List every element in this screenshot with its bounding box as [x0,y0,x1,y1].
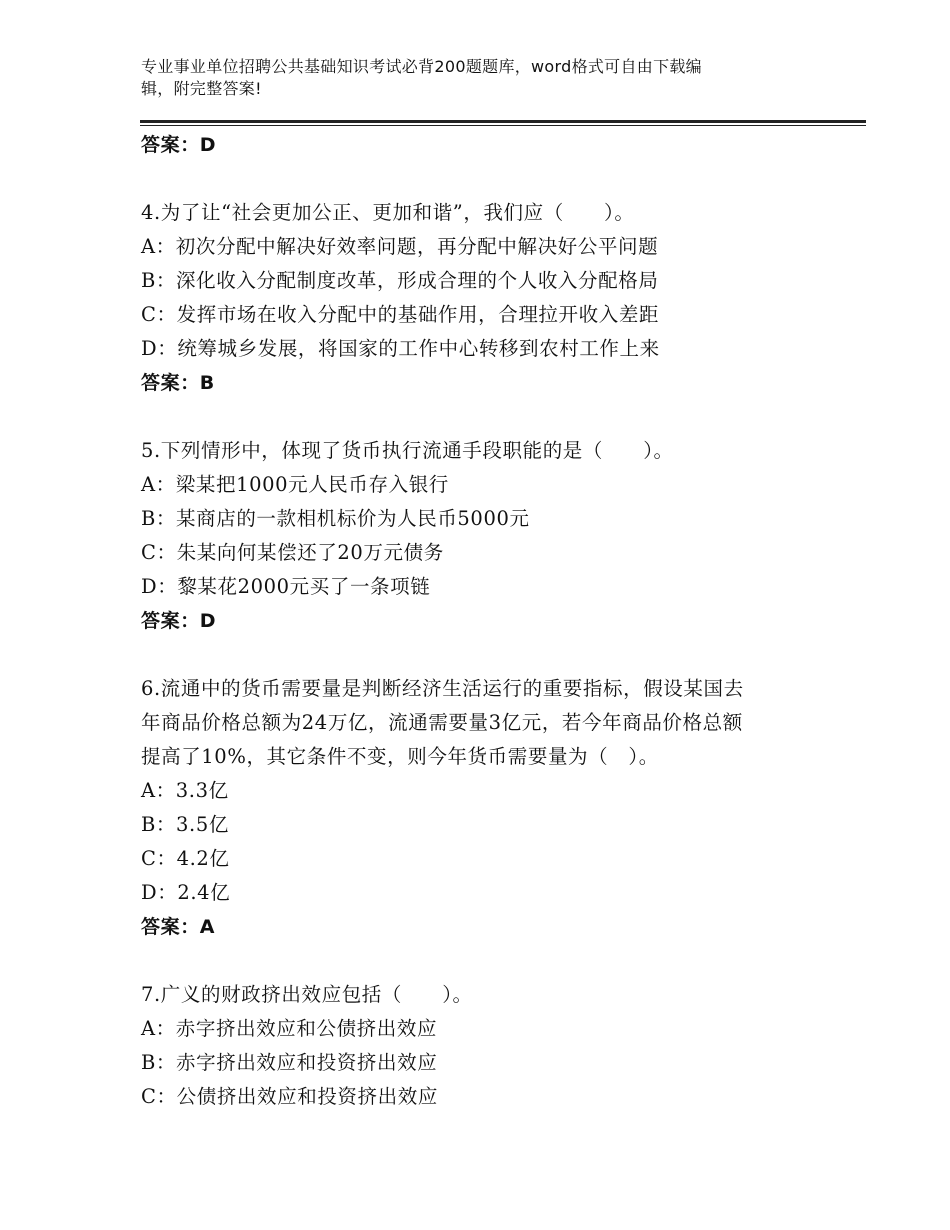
option-c: C：公债挤出效应和投资挤出效应 [141,1085,438,1108]
question-stem: 7.广义的财政挤出效应包括（ ）。 [141,983,473,1006]
question-stem-line-2: 年商品价格总额为24万亿，流通需要量3亿元，若今年商品价格总额 [141,711,743,734]
option-d: D：2.4亿 [141,881,231,904]
answer: 答案：B [141,372,215,394]
spacer [141,400,841,434]
question-stem: 5.下列情形中，体现了货币执行流通手段职能的是（ ）。 [141,439,674,462]
question-stem: 4.为了让“社会更加公正、更加和谐”，我们应（ ）。 [141,201,635,224]
option-b: B：3.5亿 [141,813,229,836]
header-rule-thin [140,125,866,126]
option-c: C：发挥市场在收入分配中的基础作用，合理拉开收入差距 [141,303,660,326]
option-d: D：统筹城乡发展，将国家的工作中心转移到农村工作上来 [141,337,660,360]
option-b: B：深化收入分配制度改革，形成合理的个人收入分配格局 [141,269,659,292]
option-c: C：4.2亿 [141,847,230,870]
spacer [141,944,841,978]
spacer [141,162,841,196]
spacer [141,638,841,672]
question-6 [141,672,841,944]
question-stem-line-3: 提高了10%，其它条件不变，则今年货币需要量为（ ）。 [141,745,659,768]
question-7 [141,978,841,1114]
answer: 答案：D [141,610,217,632]
option-c: C：朱某向何某偿还了20万元债务 [141,541,444,564]
question-5 [141,434,841,638]
header-line-2: 辑，附完整答案! [141,79,262,98]
option-a: A：梁某把1000元人民币存入银行 [141,473,449,496]
question-4 [141,196,841,400]
answer: 答案：A [141,916,216,938]
option-a: A：赤字挤出效应和公债挤出效应 [141,1017,438,1040]
option-a: A：初次分配中解决好效率问题，再分配中解决好公平问题 [141,235,659,258]
header-rule [140,120,866,123]
document-body [141,128,841,1114]
question-stem-line-1: 6.流通中的货币需要量是判断经济生活运行的重要指标，假设某国去 [141,677,744,700]
option-b: B：赤字挤出效应和投资挤出效应 [141,1051,438,1074]
option-d: D：黎某花2000元买了一条项链 [141,575,431,598]
option-b: B：某商店的一款相机标价为人民币5000元 [141,507,530,530]
page-header [141,56,801,100]
header-line-1: 专业事业单位招聘公共基础知识考试必背200题题库，word格式可自由下载编 [141,57,702,76]
option-a: A：3.3亿 [141,779,229,802]
previous-answer: 答案：D [141,134,217,156]
